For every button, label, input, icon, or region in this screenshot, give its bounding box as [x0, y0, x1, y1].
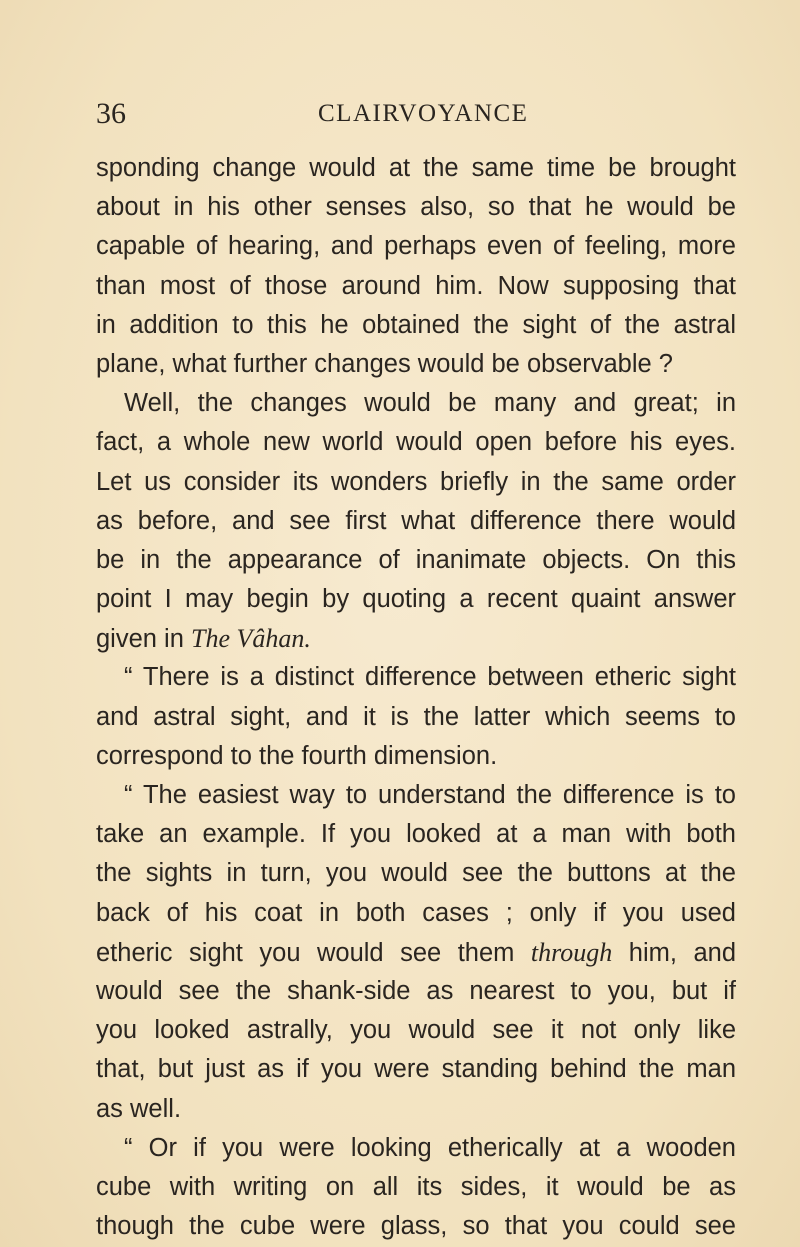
text-line — [96, 188, 736, 227]
text-segment: correspond to the fourth dimension. — [96, 741, 498, 770]
text-line — [96, 815, 736, 854]
text-segment: given in — [96, 625, 191, 654]
text-line — [96, 1168, 736, 1207]
text-segment: Well, the changes would be many and great; in — [124, 389, 736, 418]
text-segment: you looked astrally, you would see it not only like — [96, 1016, 736, 1045]
text-line — [96, 698, 736, 737]
page-number: 36 — [96, 97, 126, 130]
text-line — [96, 854, 736, 893]
text-line — [96, 345, 736, 384]
text-line — [96, 384, 736, 423]
text-line — [96, 933, 736, 972]
text-segment: capable of hearing, and perhaps even of feeling, more — [96, 232, 736, 261]
text-line — [96, 541, 736, 580]
text-line — [96, 267, 736, 306]
text-segment: than most of those around him. Now supposing that — [96, 271, 736, 300]
text-segment: etheric sight you would see them — [96, 938, 531, 967]
text-segment: sponding change would at the same time be brought — [96, 154, 736, 182]
text-line — [96, 423, 736, 462]
text-segment: “ The easiest way to understand the difference is to — [124, 781, 736, 809]
text-segment: “ Or if you were looking etherically at a wooden — [124, 1133, 736, 1162]
text-segment: him, and — [612, 938, 736, 967]
text-segment: plane, what further changes would be observable ? — [96, 349, 673, 378]
italic-text: The Vâhan. — [190, 624, 311, 654]
text-segment: “ There is a distinct difference between etheric sight — [124, 663, 736, 692]
italic-text: through — [530, 937, 613, 967]
text-line — [96, 619, 736, 658]
text-line — [96, 1090, 736, 1129]
text-segment: point I may begin by quoting a recent quaint answer — [96, 585, 736, 614]
text-line — [96, 776, 736, 815]
text-segment: take an example. If you looked at a man with both — [96, 820, 736, 849]
text-segment: be in the appearance of inanimate objects. On this — [96, 545, 736, 574]
text-line — [96, 502, 736, 541]
running-title: CLAIRVOYANCE — [318, 100, 529, 127]
text-segment: though the cube were glass, so that you could see — [96, 1212, 736, 1241]
text-line — [96, 306, 736, 345]
text-line — [96, 1011, 736, 1050]
text-line — [96, 737, 736, 776]
text-line — [96, 227, 736, 266]
text-line — [96, 972, 736, 1011]
text-segment: about in his other senses also, so that he would be — [96, 193, 736, 222]
text-line — [96, 149, 736, 188]
text-segment: that, but just as if you were standing behind the man — [96, 1055, 736, 1084]
text-line — [96, 1129, 736, 1168]
running-head — [96, 96, 726, 132]
text-line — [96, 1050, 736, 1089]
text-segment: in addition to this he obtained the sight of the astral — [96, 310, 736, 339]
text-line — [96, 463, 736, 502]
text-line — [96, 894, 736, 933]
text-segment: Let us consider its wonders briefly in the same order — [96, 467, 736, 496]
text-segment: back of his coat in both cases ; only if you used — [96, 898, 736, 927]
text-line — [96, 580, 736, 619]
text-segment: would see the shank-side as nearest to you, but if — [96, 976, 736, 1005]
text-segment: the sights in turn, you would see the buttons at the — [96, 859, 736, 888]
text-segment: and astral sight, and it is the latter which seems to — [96, 702, 736, 731]
text-line — [96, 1207, 736, 1246]
body-text — [96, 149, 736, 1246]
text-segment: as before, and see first what difference there would — [96, 506, 736, 535]
text-segment: cube with writing on all its sides, it would be as — [96, 1172, 736, 1201]
text-line — [96, 658, 736, 697]
text-segment: fact, a whole new world would open before his eyes. — [96, 428, 736, 457]
text-segment: as well. — [96, 1094, 182, 1123]
